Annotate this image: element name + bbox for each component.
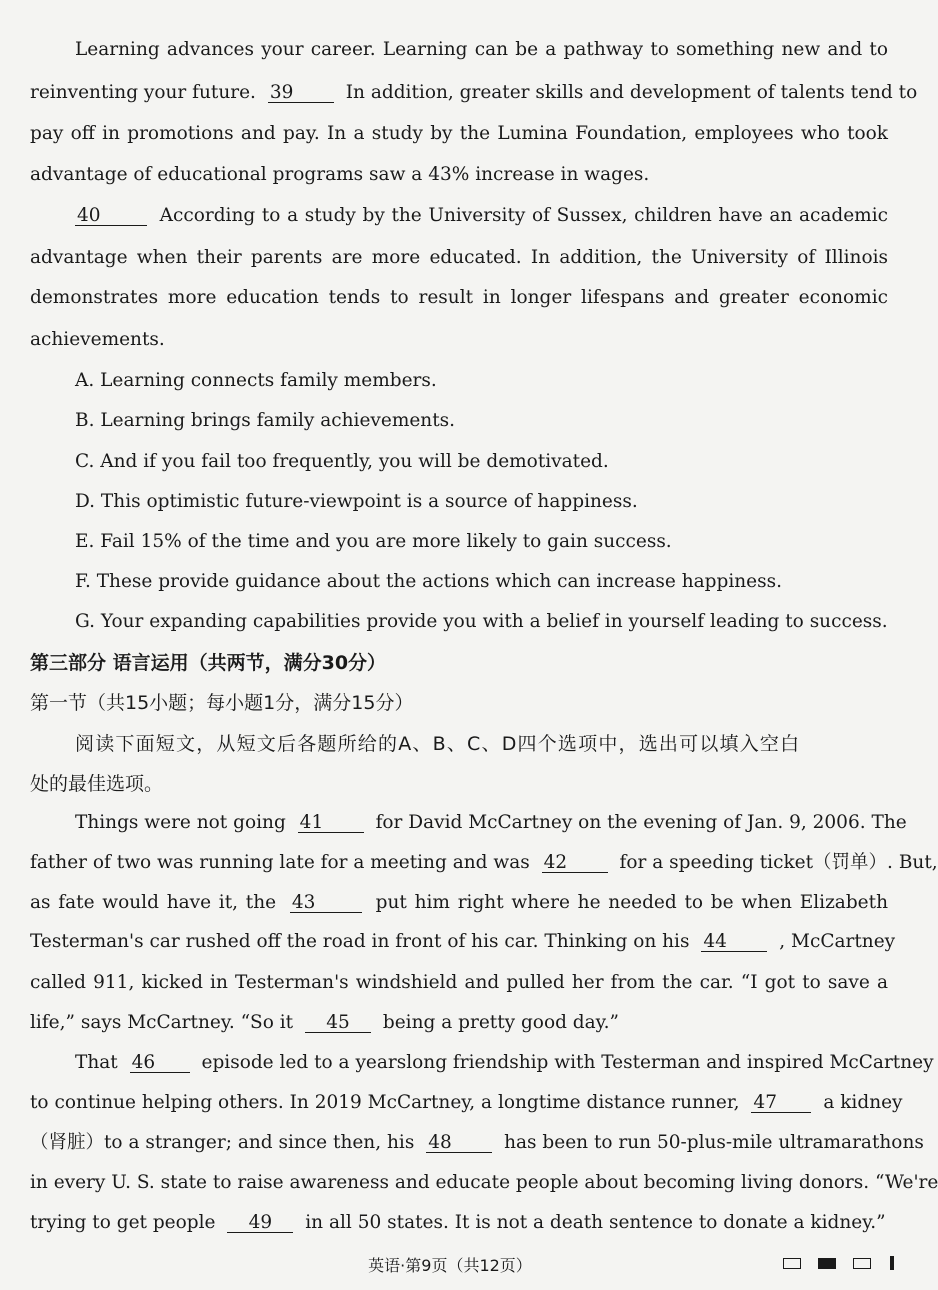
blank-46[interactable]: 46 xyxy=(130,1054,190,1073)
story2-line2-start: to continue helping others. In 2019 McCartney, a longtime distance runner, xyxy=(30,1092,740,1113)
page-footer: 英语·第9页（共12页） xyxy=(368,1256,532,1275)
para2-line2: advantage when their parents are more educated. In addition, the University of Illinois xyxy=(30,247,888,268)
empty-square-icon xyxy=(783,1258,801,1269)
story1-line1-start: Things were not going xyxy=(75,812,286,833)
story1-line3-end: put him right where he needed to be when Elizabeth xyxy=(375,892,888,913)
instructions-line1: 阅读下面短文，从短文后各题所给的A、B、C、D四个选项中，选出可以填入空白 xyxy=(75,733,801,755)
story1-line1-end: for David McCartney on the evening of Jan. 9, 2006. The xyxy=(375,812,907,833)
instructions-line2: 处的最佳选项。 xyxy=(30,773,164,795)
story2-line3-start: （肾脏）to a stranger; and since then, his xyxy=(30,1132,415,1153)
story2-line1-end: episode led to a yearslong friendship with Testerman and inspired McCartney xyxy=(201,1052,934,1073)
story2-line5 xyxy=(30,1213,888,1233)
para1-line2-start: reinventing your future. xyxy=(30,82,256,103)
story2-line5-end: in all 50 states. It is not a death sentence to donate a kidney.” xyxy=(305,1212,886,1233)
story1-line2 xyxy=(30,852,938,873)
para2-line3: demonstrates more education tends to result in longer lifespans and greater economic xyxy=(30,287,888,308)
story1-line2-end: for a speeding ticket（罚单）. But, xyxy=(619,852,938,873)
story1-line3-start: as fate would have it, the xyxy=(30,892,277,913)
option-d: D. This optimistic future-viewpoint is a source of happiness. xyxy=(75,491,638,512)
blank-40[interactable]: 40 xyxy=(75,207,147,226)
section-one-title: 第一节（共15小题；每小题1分，满分15分） xyxy=(30,692,414,714)
para1-line3: pay off in promotions and pay. In a study by the Lumina Foundation, employees who took xyxy=(30,123,888,144)
para1-line4: advantage of educational programs saw a 43% increase in wages. xyxy=(30,164,650,185)
option-g: G. Your expanding capabilities provide you with a belief in yourself leading to success. xyxy=(75,611,888,632)
story1-line6-end: being a pretty good day.” xyxy=(382,1012,620,1033)
option-a: A. Learning connects family members. xyxy=(75,370,437,391)
blank-39[interactable]: 39 xyxy=(268,84,334,103)
bar-mark-icon xyxy=(890,1256,894,1270)
para1-line2-end: In addition, greater skills and development of talents tend to xyxy=(345,82,918,103)
blank-49[interactable]: 49 xyxy=(227,1214,293,1233)
filled-square-icon xyxy=(818,1258,836,1269)
story1-line3 xyxy=(30,893,888,913)
para2-line4: achievements. xyxy=(30,329,165,350)
option-f: F. These provide guidance about the actions which can increase happiness. xyxy=(75,571,782,592)
story2-line2-end: a kidney xyxy=(823,1092,903,1113)
blank-48[interactable]: 48 xyxy=(426,1134,492,1153)
blank-45[interactable]: 45 xyxy=(305,1014,371,1033)
story2-line1-start: That xyxy=(75,1052,118,1073)
para1-line1: Learning advances your career. Learning can be a pathway to something new and to xyxy=(75,39,888,60)
option-c: C. And if you fail too frequently, you will be demotivated. xyxy=(75,451,609,472)
story1-line4-end: , McCartney xyxy=(779,931,896,952)
story2-line3 xyxy=(30,1132,924,1153)
blank-41[interactable]: 41 xyxy=(298,814,364,833)
story2-line5-start: trying to get people xyxy=(30,1212,216,1233)
story1-line5: called 911, kicked in Testerman's windshield and pulled her from the car. “I got to save a xyxy=(30,972,888,993)
story1-line4-start: Testerman's car rushed off the road in front of his car. Thinking on his xyxy=(30,931,690,952)
story1-line2-start: father of two was running late for a meeting and was xyxy=(30,852,530,873)
empty-square-icon-2 xyxy=(853,1258,871,1269)
blank-43[interactable]: 43 xyxy=(290,894,362,913)
story1-line6-start: life,” says McCartney. “So it xyxy=(30,1012,294,1033)
part-three-title: 第三部分 语言运用（共两节，满分30分） xyxy=(30,652,387,674)
story1-line6 xyxy=(30,1013,888,1033)
para1-line2 xyxy=(30,82,918,103)
para2-line1-text: According to a study by the University of Sussex, children have an academic xyxy=(159,205,888,226)
para2-line1 xyxy=(75,206,888,226)
story2-line1 xyxy=(75,1052,934,1073)
blank-47[interactable]: 47 xyxy=(751,1094,811,1113)
option-e: E. Fail 15% of the time and you are more likely to gain success. xyxy=(75,531,672,552)
story2-line4: in every U. S. state to raise awareness and educate people about becoming living donors. “We're xyxy=(30,1172,938,1193)
story2-line2 xyxy=(30,1092,903,1113)
option-b: B. Learning brings family achievements. xyxy=(75,410,456,431)
story1-line1 xyxy=(75,812,907,833)
blank-42[interactable]: 42 xyxy=(542,854,608,873)
blank-44[interactable]: 44 xyxy=(701,933,767,952)
story2-line3-end: has been to run 50-plus-mile ultramarathons xyxy=(504,1132,924,1153)
story1-line4 xyxy=(30,931,896,952)
